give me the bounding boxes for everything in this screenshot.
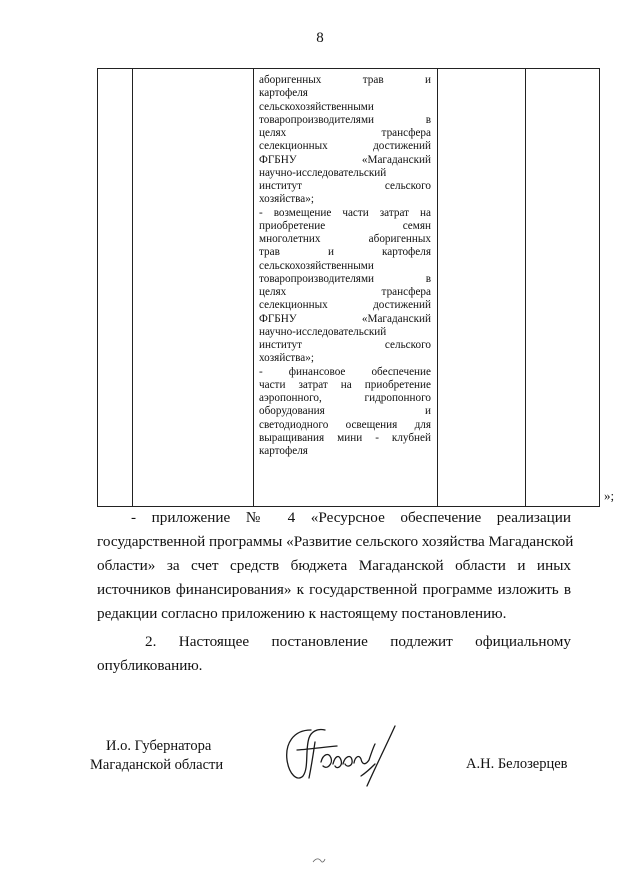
closing-quote: »; [604, 488, 615, 503]
cell-line: - финансовое обеспечение [259, 365, 431, 378]
cell-line: селекционных достижений [259, 299, 431, 312]
cell-line: хозяйства»; [259, 193, 314, 206]
cell-line: целях трансфера [259, 286, 431, 298]
signatory-title [90, 737, 223, 775]
paragraph-line: - приложение № 4 «Ресурсное обеспечение реализации [131, 509, 571, 526]
cell-line: многолетних аборигенных [259, 233, 431, 245]
paragraph-publication [97, 630, 571, 678]
cell-line: ФГБНУ «Магаданский [259, 312, 431, 325]
cell-line: трав и картофеля [259, 246, 431, 259]
cell-line: сельскохозяйственными [259, 259, 374, 272]
cell-line: части затрат на приобретение [259, 378, 431, 391]
cell-line: сельскохозяйственными [259, 100, 374, 113]
cell-line: институт сельского [259, 339, 431, 351]
table-column-divider [253, 69, 254, 506]
paragraph-line: 2. Настоящее постановление подлежит официальному [145, 633, 571, 650]
cell-line: научно-исследовательский [259, 166, 387, 179]
cell-line: - возмещение части затрат на [259, 206, 431, 219]
signatory-name: А.Н. Белозерцев [466, 756, 568, 772]
signatory-title-line: Магаданской области [90, 757, 224, 773]
handwritten-signature [281, 716, 401, 796]
cell-line: картофеля [259, 87, 308, 100]
cell-line: светодиодного освещения для [259, 418, 431, 431]
paragraph-appendix-4 [97, 506, 574, 626]
cell-line: научно-исследовательский [259, 325, 387, 338]
cell-line: хозяйства»; [259, 352, 314, 365]
cell-line: товаропроизводителями в [259, 113, 431, 126]
cell-line: целях трансфера [259, 127, 431, 139]
table-column-divider [437, 69, 438, 506]
table-column-divider [132, 69, 133, 506]
cell-line: ФГБНУ «Магаданский [259, 153, 431, 166]
cell-line: селекционных достижений [259, 140, 431, 153]
cell-line: выращивания мини - клубней [259, 431, 431, 444]
paragraph-line: опубликованию. [97, 657, 203, 674]
table-cell-measures [259, 74, 431, 458]
page-number: 8 [316, 30, 324, 46]
signatory-title-line: И.о. Губернатора [106, 738, 212, 754]
cell-line: аэропонного, гидропонного [259, 392, 431, 404]
cell-line: приобретение семян [259, 219, 431, 232]
table-column-divider [525, 69, 526, 506]
paragraph-line: редакции согласно приложению к настоящему постановлению. [97, 605, 507, 622]
cell-line: оборудования и [259, 405, 431, 418]
footer-mark [311, 855, 327, 865]
cell-line: картофеля [259, 445, 308, 457]
cell-line: товаропроизводителями в [259, 272, 431, 285]
paragraph-line: государственной программы «Развитие сельского хозяйства Магаданской [97, 533, 574, 550]
paragraph-line: области» за счет средств бюджета Магаданской области и иных [97, 557, 571, 574]
cell-line: институт сельского [259, 180, 431, 192]
continuation-table [97, 68, 600, 507]
cell-line: аборигенных трав и [259, 74, 431, 86]
paragraph-line: источников финансирования» к государственной программе изложить в [97, 581, 571, 598]
